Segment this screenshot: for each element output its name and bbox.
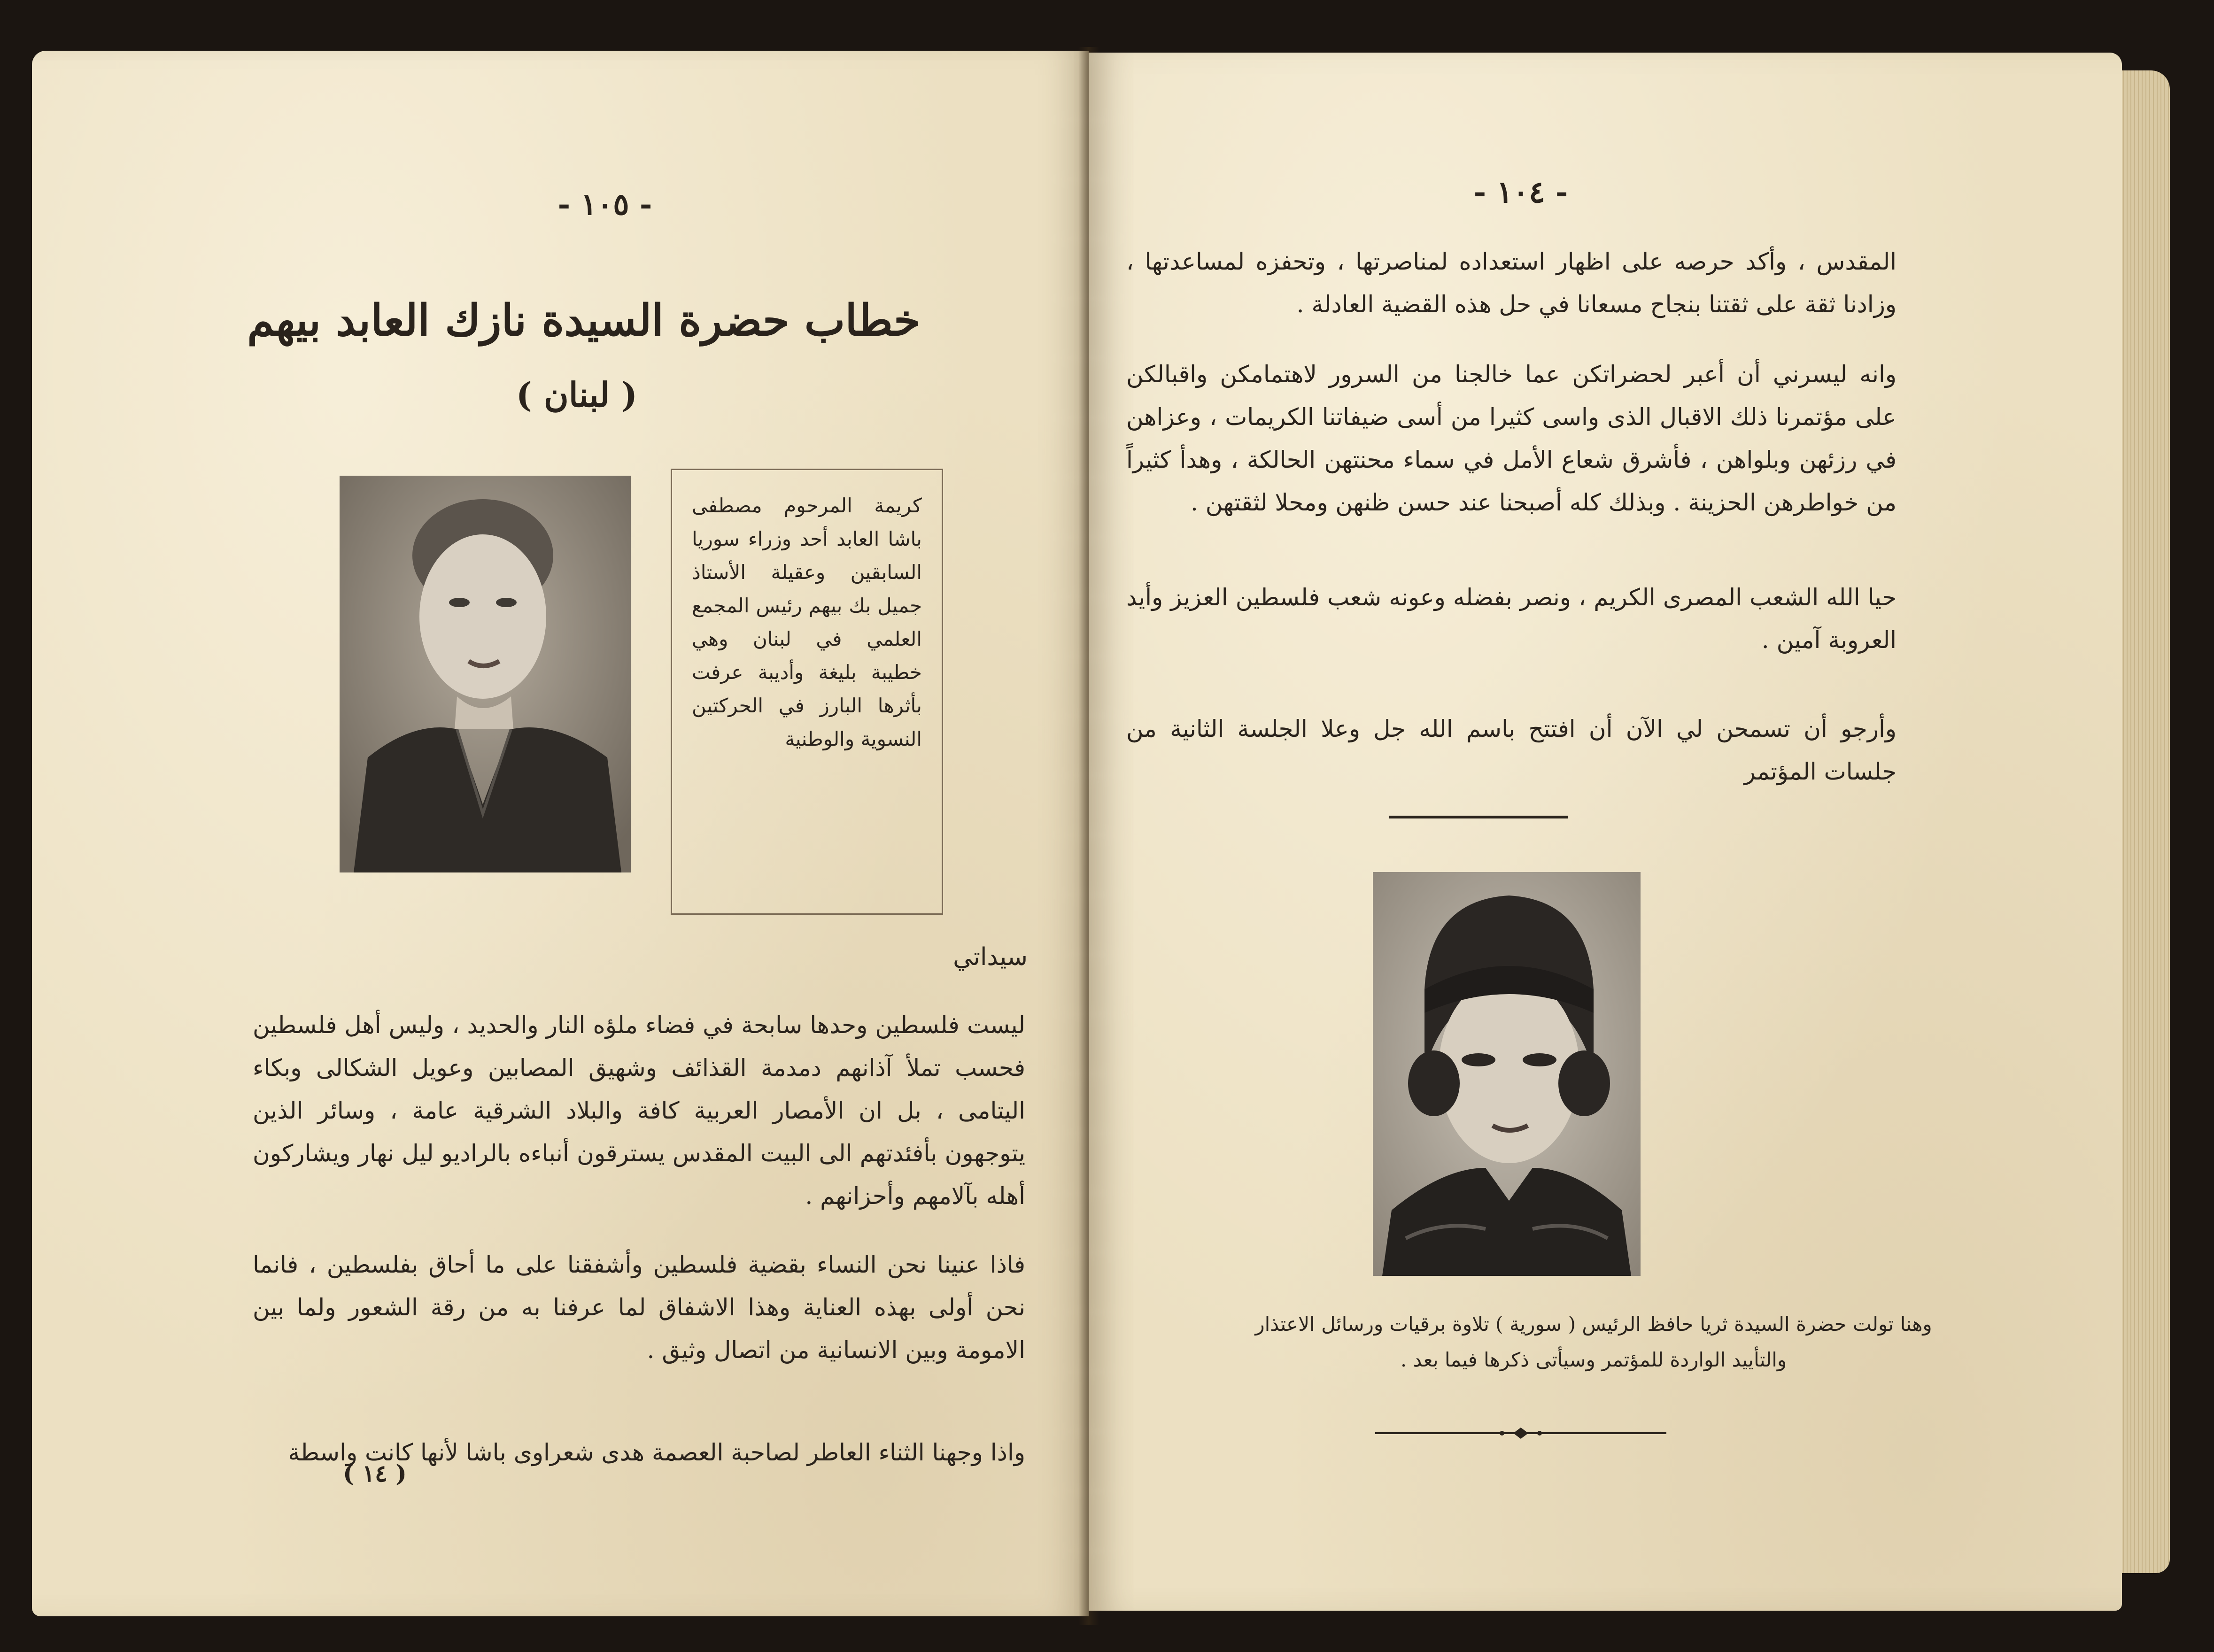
signature-mark: ( ١٤ ) xyxy=(343,1459,407,1487)
left-paragraph-3: واذا وجهنا الثناء العاطر لصاحبة العصمة هدى شعراوى باشا لأنها كانت واسطة xyxy=(288,1439,1025,1466)
right-paragraph-1: المقدس ، وأكد حرصه على اظهار استعداده لمناصرتها ، وتحفزه لمساعدتها ، وزادنا ثقة على ثقتنا بنجاح مسعانا في حل هذه القضية العادلة . xyxy=(1126,248,1897,318)
ornamental-divider-icon xyxy=(1370,1424,1671,1443)
right-paragraph-2: وانه ليسرني أن أعبر لحضراتكن عما خالجنا من السرور لاهتمامكن واقبالكن على مؤتمرنا ذلك الاقبال الذى واسى كثيرا من أسى ضيفاتنا الكريمات ، وعزاهن في رزئهن وبلواهن ، فأشرق شعاع الأمل في سماء محنتهن الحالكة ، وهدأ كثيراً من خواطرهن الحزينة . وبذلك كله أصبحنا عند حسن ظنهن ومحلا لثقتهن . xyxy=(1126,361,1897,516)
portrait-photo-icon xyxy=(1373,872,1641,1276)
right-paragraph-3: حيا الله الشعب المصرى الكريم ، ونصر بفضله وعونه شعب فلسطين العزيز وأيد العروبة آمين . xyxy=(1126,584,1897,654)
photo-caption: وهنا تولت حضرة السيدة ثريا حافظ الرئيس ( سورية ) تلاوة برقيات ورسائل الاعتذار والتأييد الواردة للمؤتمر وسيأتى ذكرها فيما بعد . xyxy=(1255,1312,1932,1371)
left-page xyxy=(32,51,1089,1616)
salutation: سيداتي xyxy=(953,943,1028,971)
speech-subtitle: ( لبنان ) xyxy=(516,375,638,415)
right-page xyxy=(1089,53,2122,1611)
short-rule xyxy=(1389,816,1568,818)
left-paragraph-2: فاذا عنينا نحن النساء بقضية فلسطين وأشفقنا على ما أحاق بفلسطين ، فانما نحن أولى بهذه العناية وهذا الاشفاق لما عرفنا به من رقة الشعور ولما بين الامومة وبين الانسانية من اتصال وثيق . xyxy=(253,1251,1025,1364)
portrait-nazik-abid xyxy=(340,476,631,872)
right-paragraph-4: وأرجو أن تسمحن لي الآن أن افتتح باسم الله جل وعلا الجلسة الثانية من جلسات المؤتمر xyxy=(1126,715,1897,785)
bio-box: كريمة المرحوم مصطفى باشا العابد أحد وزراء سوريا السابقين وعقيلة الأستاذ جميل بك بيهم رئيس المجمع العلمي في لبنان وهي خطيبة بليغة وأديبة عرفت بأثرها البارز في الحركتين النسوية والوطنية xyxy=(671,469,943,915)
speech-title: خطاب حضرة السيدة نازك العابد بيهم xyxy=(247,295,921,346)
left-paragraph-1: ليست فلسطين وحدها سابحة في فضاء ملؤه النار والحديد ، وليس أهل فلسطين فحسب تملأ آذانهم دمدمة القذائف وشهيق المصابين وعويل الشكالى وبكاء اليتامى ، بل ان الأمصار العربية كافة والبلاد الشرقية عامة ، وسائر الذين يتوجهون بأفئدتهم الى البيت المقدس يسترقون أنباءه بالراديو ليل نهار ويشاركون أهله بآلامهم وأحزانهم . xyxy=(253,1011,1025,1210)
portrait-photo-icon xyxy=(340,476,631,872)
left-page-number: - ١٠٥ - xyxy=(557,187,652,222)
right-page-number: - ١٠٤ - xyxy=(1473,175,1568,210)
portrait-thurayya-hafez xyxy=(1373,872,1641,1276)
